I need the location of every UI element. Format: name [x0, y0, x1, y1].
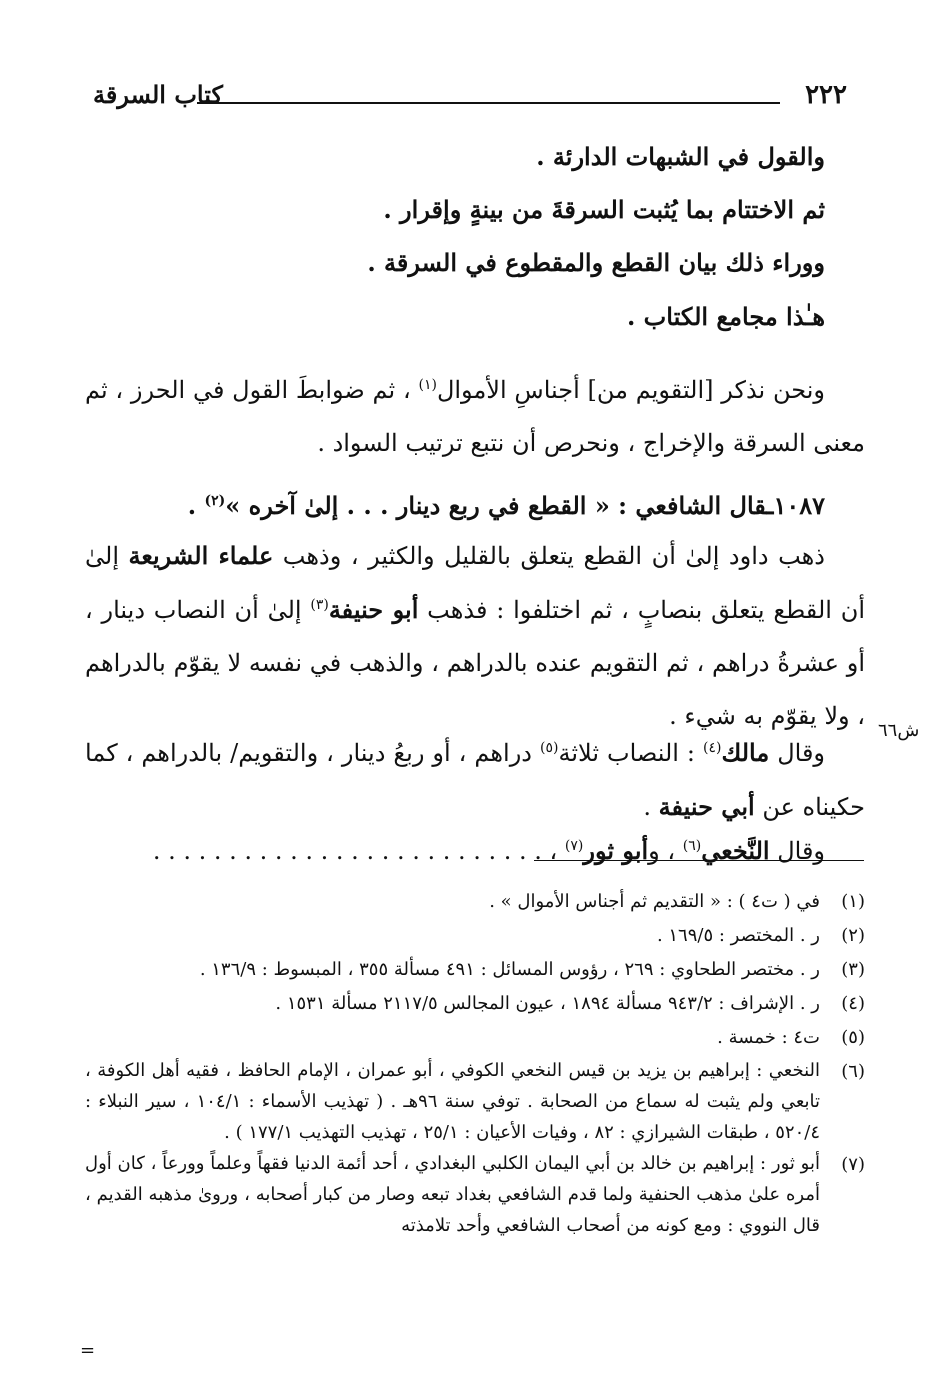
footnote-number: (٣)	[841, 959, 865, 980]
footnote-text: ت٤ : خمسة .	[717, 1027, 820, 1048]
footnote-number: (٧)	[841, 1154, 865, 1175]
page-header	[85, 80, 865, 114]
margin-manuscript-ref: ش٦٦	[878, 720, 920, 741]
footnote-ref-6: (٦)	[682, 838, 702, 854]
continuation-mark: =	[80, 1340, 96, 1361]
footnote-1	[85, 885, 865, 919]
footnote-7	[85, 1148, 865, 1241]
footnote-4	[85, 987, 865, 1021]
header-rule	[197, 102, 780, 104]
paragraph-malik	[85, 726, 865, 834]
footnote-2	[85, 919, 865, 953]
para3-text-c: : النصاب ثلاثة	[558, 739, 695, 767]
paragraph-nakhai	[85, 824, 865, 878]
footnote-number: (٥)	[841, 1027, 865, 1048]
para3-text-f: .	[643, 793, 651, 821]
item-heading-tail: .	[187, 491, 197, 520]
intro-line-2: ثم الاختتام بما يُثبت السرقةَ من بينةٍ وإقرار .	[383, 195, 825, 224]
footnote-number: (٢)	[841, 925, 865, 946]
footnote-5	[85, 1021, 865, 1055]
section-heading	[85, 479, 865, 532]
item-number: ١٠٨٧ـ	[766, 491, 825, 520]
footnote-number: (٦)	[841, 1061, 865, 1082]
footnote-ref-5: (٥)	[539, 740, 559, 756]
footnote-number: (١)	[841, 891, 865, 912]
para1-text-b: ، ثم ضوابطَ القول في الحرز ، ثم معنى السرقة والإخراج ، ونحرص أن نتبع ترتيب السواد .	[85, 376, 865, 457]
footnote-ref-7: (٧)	[564, 838, 584, 854]
footnote-text: ر . مختصر الطحاوي : ٢٦٩ ، رؤوس المسائل : ٤٩١ مسألة ٣٥٥ ، المبسوط : ١٣٦/٩ .	[199, 959, 820, 980]
intro-line-1: والقول في الشبهات الدارئة .	[536, 142, 825, 171]
para4-text-d: أبو ثور	[583, 836, 649, 865]
para3-text-b: مالك	[721, 738, 770, 767]
footnote-text: ر . المختصر : ١٦٩/٥ .	[656, 925, 820, 946]
para4-text-b: النَّخعي	[701, 836, 770, 865]
footnote-6	[85, 1055, 865, 1148]
footnote-ref-2: (٢)	[204, 493, 226, 509]
footnote-text: أبو ثور : إبراهيم بن خالد بن أبي اليمان الكلبي البغدادي ، أحد أئمة الدنيا فقهاً وعلماً وورعاً ، كان أول أمره علىٰ مذهب الحنفية ولما قدم الشافعي بغداد تبعه وصار من كبار أصحابه ، ورویٰ مذهبه القديم ، قال النووي : ومع كونه من أصحاب الشافعي وأحد تلامذته	[85, 1153, 820, 1236]
para2-text-b: علماء الشريعة	[128, 541, 274, 570]
para3-text-a: وقال	[777, 739, 825, 767]
para3-text-d: دراهم ، أو ربعُ دينار ، والتقويم/ بالدراهم ، كما حكيناه عن	[85, 739, 865, 821]
paragraph-values	[85, 364, 865, 470]
para2-text-a: ذهب داود إلىٰ أن القطع يتعلق بالقليل والكثير ، وذهب	[282, 542, 825, 570]
para2-text-e: إلىٰ أن النصاب دينار ، أو عشرةُ دراهم ، ثم التقويم عنده بالدراهم ، والذهب في نفسه لا يقوّم بالدراهم ، ولا يقوّم به شيء .	[85, 596, 865, 730]
footnote-number: (٤)	[841, 993, 865, 1014]
para4-text-a: وقال	[777, 837, 825, 865]
item-heading: قال الشافعي : « القطع في ربع دينار . . . إلىٰ آخره »	[225, 491, 767, 520]
footnote-3	[85, 953, 865, 987]
para3-text-e: أبي حنيفة	[658, 792, 755, 821]
para4-text-c: ، و	[648, 837, 676, 865]
paragraph-nisab	[85, 529, 865, 743]
page-number: ٢٢٢	[805, 80, 847, 110]
intro-line-4: هـٰذا مجامع الكتاب .	[626, 302, 825, 331]
running-title: كتاب السرقة	[93, 80, 223, 109]
footnote-ref-1: (١)	[418, 377, 437, 393]
footnote-text: في ( ت٤ ) : « التقديم ثم أجناس الأموال » .	[489, 891, 820, 912]
footnote-text: النخعي : إبراهيم بن يزيد بن قيس النخعي الكوفي ، أبو عمران ، الإمام الحافظ ، فقيه أهل الكوفة ، تابعي ولم يثبت له سماع من الصحابة . توفي سنة ٩٦هـ . ( تهذيب الأسماء : ١٠٤/١ ، سير النبلاء : ٥٢٠/٤ ، طبقات الشيرازي : ٨٢ ، وفيات الأعيان : ٢٥/١ ، تهذيب التهذيب ١٧٧/١ ) .	[85, 1060, 821, 1143]
para2-text-d: أبو حنيفة	[328, 595, 419, 624]
para4-text-e: ، . . . . . . . . . . . . . . . . . . . . . . . . . .	[152, 837, 558, 865]
footnote-ref-4: (٤)	[703, 740, 722, 756]
footnote-text: ر . الإشراف : ٩٤٣/٢ مسألة ١٨٩٤ ، عيون المجالس ٢١١٧/٥ مسألة ١٥٣١ .	[275, 993, 820, 1014]
footnote-ref-3: (٣)	[310, 597, 329, 613]
footnote-separator	[534, 860, 864, 861]
para2-text-c: إلىٰ أن القطع يتعلق بنصابٍ ، ثم اختلفوا : فذهب	[85, 542, 865, 624]
intro-line-3: ووراء ذلك بيان القطع والمقطوع في السرقة .	[367, 248, 825, 277]
para1-text-a: ونحن نذكر [التقويم من] أجناسِ الأموال	[436, 376, 826, 404]
footnotes	[85, 885, 865, 1241]
